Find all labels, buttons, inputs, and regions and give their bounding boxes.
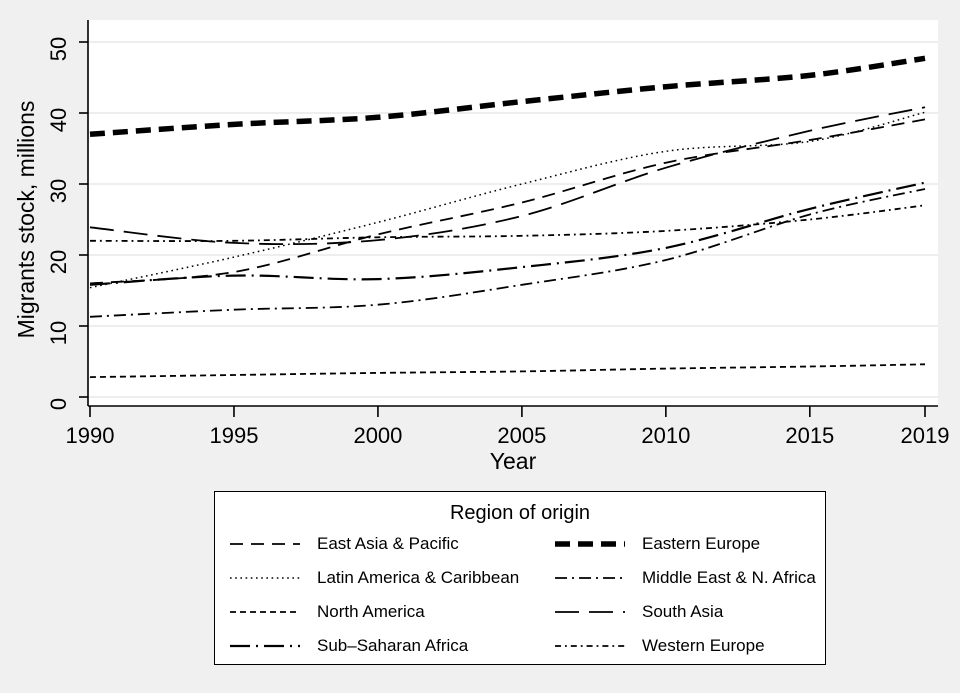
- legend-item-label: East Asia & Pacific: [317, 534, 459, 553]
- legend-item-label: North America: [317, 602, 425, 621]
- latin-america-and-caribbean-line-sample: [229, 572, 301, 584]
- legend-item-north-america: [229, 595, 425, 629]
- legend-item-label: Eastern Europe: [642, 534, 761, 553]
- legend-item-eastern-europe: [554, 527, 760, 561]
- middle-east-and-n-africa-line-sample: [554, 572, 626, 584]
- x-tick-label: 1995: [209, 423, 259, 448]
- legend-item-east-asia-and-pacific: [229, 527, 459, 561]
- x-tick-label: 2000: [353, 423, 403, 448]
- legend-item-label: South Asia: [642, 602, 724, 621]
- legend-item-label: Western Europe: [642, 636, 765, 655]
- y-tick-label: 40: [46, 107, 71, 133]
- sub-saharan-africa-line-sample: [229, 640, 301, 652]
- eastern-europe-line-sample: [554, 538, 626, 550]
- x-tick-label: 2019: [900, 423, 950, 448]
- y-tick-label: 20: [46, 249, 71, 275]
- legend-item-western-europe: [554, 629, 765, 663]
- legend-item-label: Middle East & N. Africa: [642, 568, 816, 587]
- legend-item-middle-east-and-n-africa: [554, 561, 816, 595]
- x-tick-label: 2010: [641, 423, 691, 448]
- legend-item-latin-america-and-caribbean: [229, 561, 519, 595]
- legend-item-sub-saharan-africa: [229, 629, 468, 663]
- legend-item-label: Sub–Saharan Africa: [317, 636, 469, 655]
- x-tick-label: 2015: [785, 423, 835, 448]
- legend-title: Region of origin: [449, 502, 591, 524]
- legend-item-south-asia: [554, 595, 723, 629]
- western-europe-line-sample: [554, 640, 626, 652]
- north-america-line-sample: [229, 606, 301, 618]
- y-tick-label: 30: [46, 178, 71, 204]
- x-tick-label: 2005: [497, 423, 547, 448]
- x-tick-label: 1990: [65, 423, 115, 448]
- south-asia-line-sample: [554, 606, 626, 618]
- east-asia-and-pacific-line-sample: [229, 538, 301, 550]
- y-axis-title: Migrants stock, millions: [13, 100, 39, 339]
- legend-box: [214, 491, 826, 665]
- legend-item-label: Latin America & Caribbean: [317, 568, 520, 587]
- x-axis-title: Year: [489, 448, 537, 474]
- y-tick-label: 50: [46, 36, 71, 62]
- y-tick-label: 10: [46, 320, 71, 346]
- y-tick-label: 0: [46, 397, 71, 411]
